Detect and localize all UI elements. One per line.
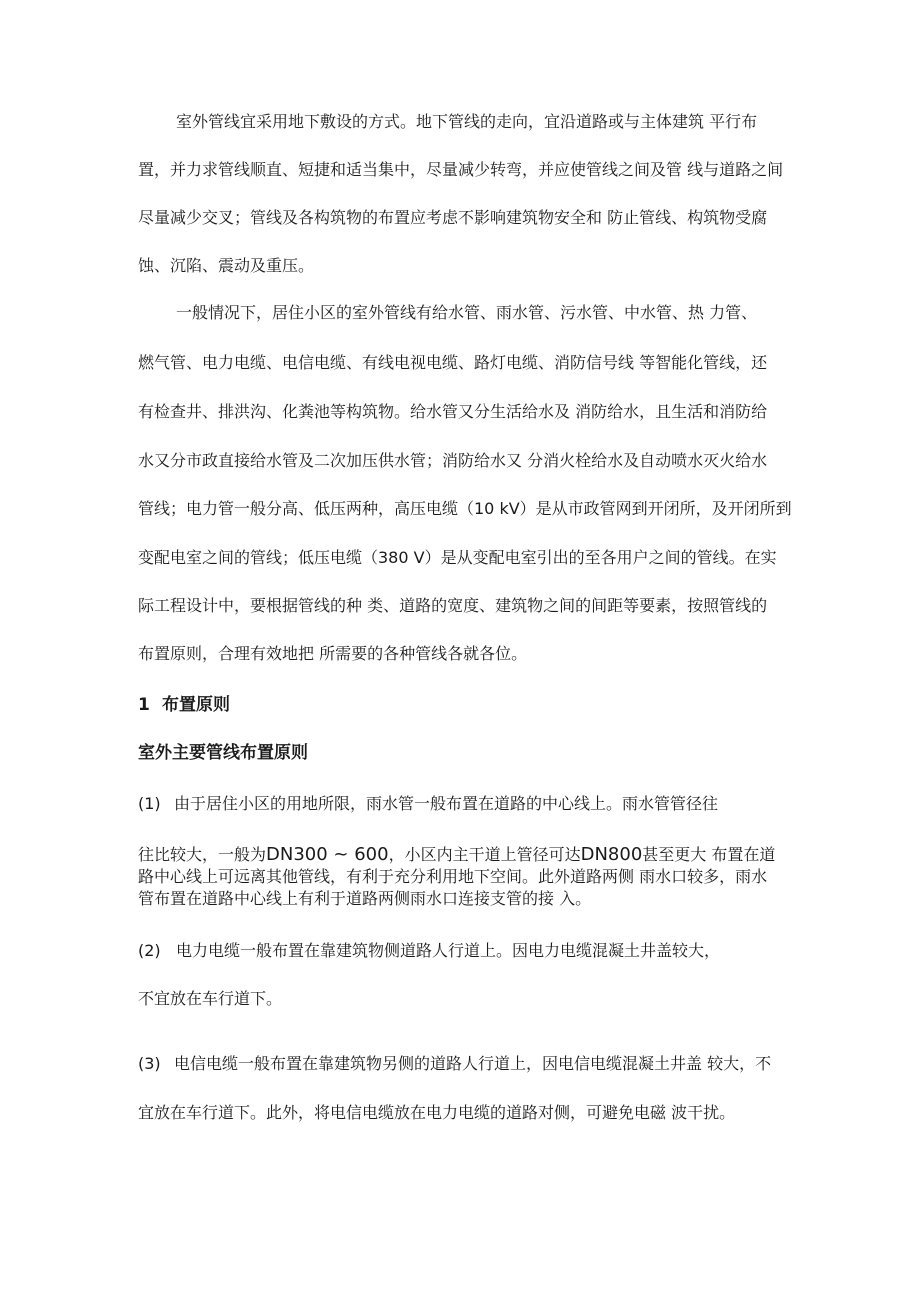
item-1-first-line [138,794,788,814]
paragraph-1-line-4: 蚀、沉陷、震动及重压。 [138,256,315,275]
item-3-first-line [138,1054,788,1074]
paragraph-1-line-1: 室外管线宜采用地下敷设的方式。地下管线的走向，宜沿道路或与主体建筑 平行布 [176,112,758,131]
paragraph-2-line-8: 布置原则，合理有效地把 所需要的各种管线各就各位。 [138,644,528,663]
item-1-line-3: 路中心线上可远离其他管线，有利于充分利用地下空间。此外道路两侧 雨水口较多，雨水 [138,867,768,886]
item-2-line-2: 不宜放在车行道下。 [138,989,283,1008]
paragraph-2-line-4: 水又分市政直接给水管及二次加压供水管；消防给水又 分消火栓给水及自动喷水灭火给水 [138,451,768,470]
item-1-line-2 [138,845,788,865]
item-2-number: (2) [138,941,161,960]
item-3-line-2: 宜放在车行道下。此外，将电信电缆放在电力电缆的道路对侧，可避免电磁 波干扰。 [138,1103,736,1122]
item-1-line-4: 管布置在道路中心线上有利于道路两侧雨水口连接支管的接 入。 [138,889,592,908]
section-heading [138,695,788,715]
item-3-number: (3) [138,1054,161,1073]
section-title: 布置原则 [162,695,230,715]
section-number: 1 [138,695,150,715]
item-3-text: 电信电缆一般布置在靠建筑物另侧的道路人行道上，因电信电缆混凝土井盖 较大，不 [174,1054,772,1073]
paragraph-1-line-2: 置，并力求管线顺直、短捷和适当集中，尽量减少转弯，并应使管线之间及管 线与道路之间 [138,160,784,179]
item-1-number: (1) [138,794,161,813]
paragraph-2-line-5: 管线；电力管一般分高、低压两种，高压电缆（10 kV）是从市政管网到开闭所，及开闭所到 [138,499,792,518]
paragraph-2-line-1: 一般情况下，居住小区的室外管线有给水管、雨水管、污水管、中水管、热 力管、 [176,303,758,322]
item-2-first-line [138,941,788,961]
paragraph-2-line-3: 有检查井、排洪沟、化粪池等构筑物。给水管又分生活给水及 消防给水，且生活和消防给 [138,402,768,421]
paragraph-2-line-6: 变配电室之间的管线；低压电缆（380 V）是从变配电室引出的至各用户之间的管线。在实 [138,548,777,567]
paragraph-2-line-7: 际工程设计中，要根据管线的种 类、道路的宽度、建筑物之间的间距等要素，按照管线的 [138,596,768,615]
item-1-line-2-post: 甚至更大 布置在道 [642,845,776,864]
paragraph-1-line-3: 尽量减少交叉；管线及各构筑物的布置应考虑不影响建筑物安全和 防止管线、构筑物受腐 [138,208,768,227]
item-1-text: 由于居住小区的用地所限，雨水管一般布置在道路的中心线上。雨水管管径往 [174,794,719,813]
item-1-dimension-range: DN300 ~ 600 [266,844,389,865]
item-1-line-2-pre: 往比较大，一般为 [138,845,267,864]
paragraph-2-line-2: 燃气管、电力电缆、电信电缆、有线电视电缆、路灯电缆、消防信号线 等智能化管线，还 [138,353,768,372]
item-1-line-2-mid: ，小区内主干道上管径可达 [388,845,581,864]
item-1-dimension-max: DN800 [580,844,643,865]
subheading: 室外主要管线布置原则 [138,743,308,763]
item-2-text: 电力电缆一般布置在靠建筑物侧道路人行道上。因电力电缆混凝土井盖较大， [176,941,721,960]
